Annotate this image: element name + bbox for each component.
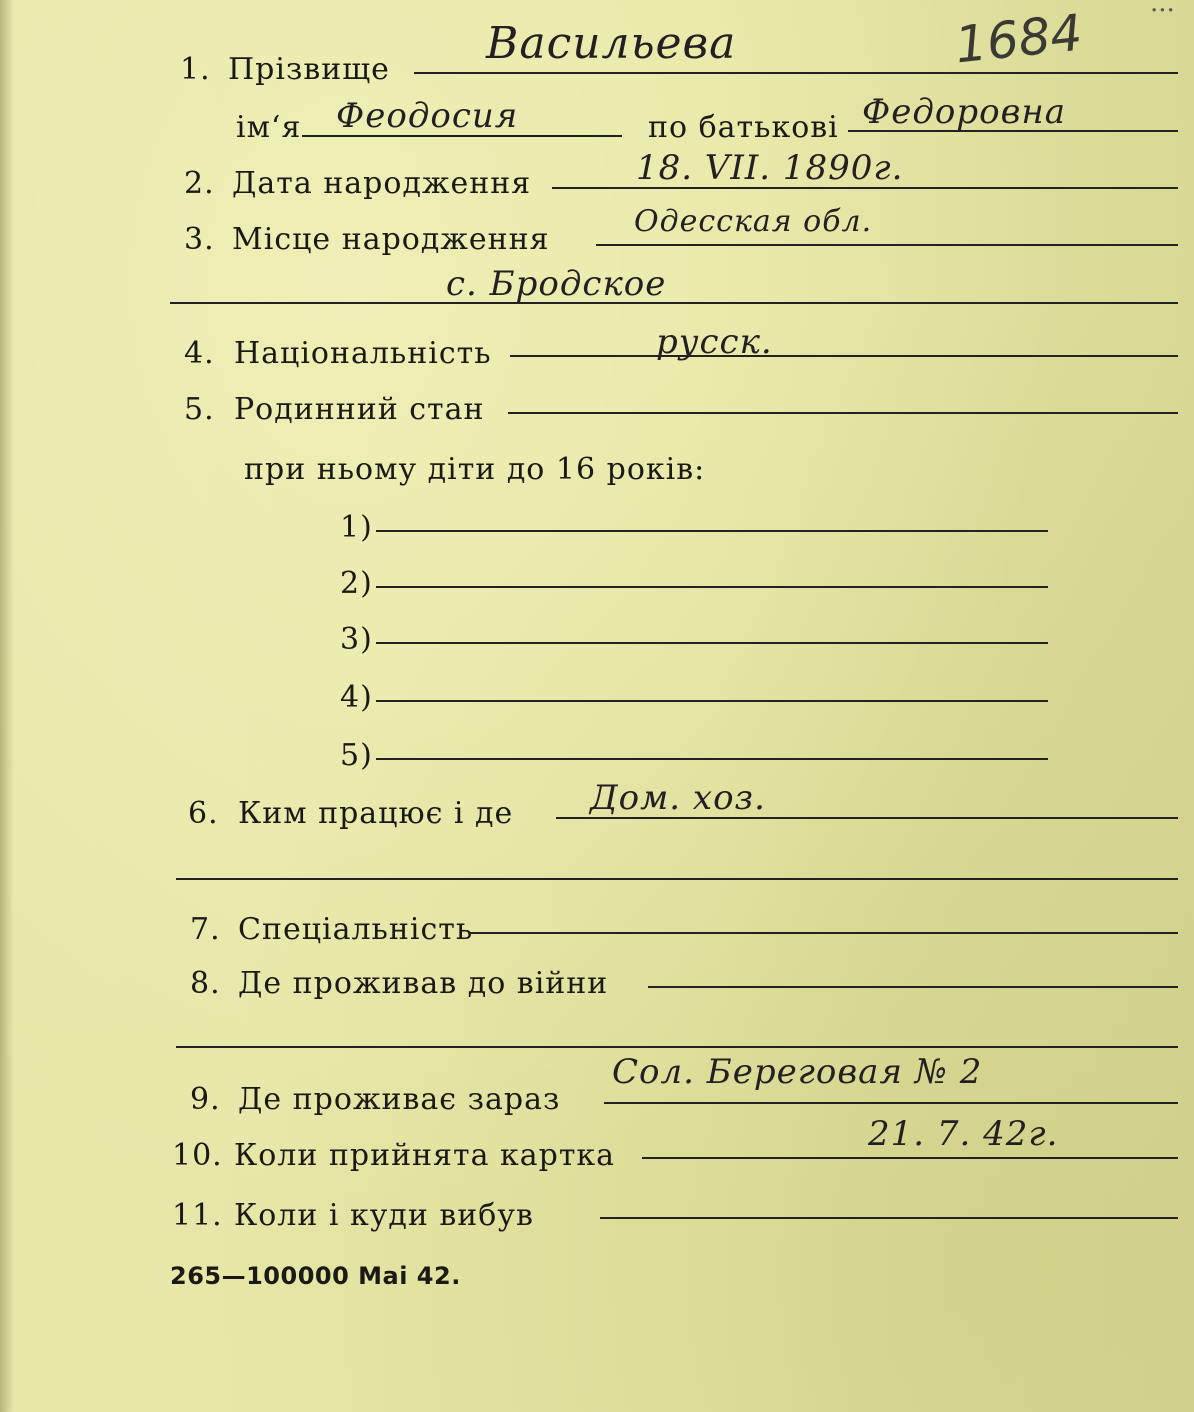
field-occupation-label: Ким працює і де	[238, 796, 514, 831]
field-birth-place-value-1: Одесская обл.	[634, 204, 873, 239]
field-departed-number: 11.	[172, 1198, 223, 1233]
field-current-label: Де проживає зараз	[238, 1082, 561, 1117]
field-surname-line	[414, 72, 1178, 74]
field-birth-date-value: 18. VII. 1890г.	[636, 148, 904, 188]
field-speciality-label: Спеціальність	[238, 912, 474, 947]
field-occupation-line-2	[176, 878, 1178, 880]
field-first-name-label: ім‘я	[236, 110, 302, 145]
child-row-label: 2)	[340, 566, 373, 601]
field-card-accepted-label: Коли прийнята картка	[234, 1138, 616, 1173]
field-marital-label: Родинний стан	[234, 392, 485, 427]
children-heading: при ньому діти до 16 років:	[244, 452, 706, 487]
field-prewar-label: Де проживав до війни	[238, 966, 609, 1001]
field-nationality-number: 4.	[184, 336, 215, 371]
field-birth-place-line-2	[170, 302, 1178, 304]
field-card-accepted-value: 21. 7. 42г.	[868, 1114, 1059, 1154]
print-run-footer: 265—100000 Mai 42.	[170, 1262, 461, 1290]
field-birth-place-label: Місце народження	[232, 222, 550, 257]
field-departed-line	[600, 1217, 1178, 1219]
child-row-label: 4)	[340, 680, 373, 715]
field-speciality-line	[468, 932, 1178, 934]
field-card-accepted-number: 10.	[172, 1138, 223, 1173]
field-card-accepted-line	[642, 1157, 1178, 1159]
field-occupation-value: Дом. хоз.	[590, 778, 766, 818]
field-surname-label: Прізвище	[228, 52, 390, 87]
field-speciality-number: 7.	[190, 912, 221, 947]
corner-mark: ...	[1150, 0, 1175, 18]
field-birth-date-label: Дата народження	[232, 166, 532, 201]
field-occupation-number: 6.	[188, 796, 219, 831]
child-row-line	[376, 586, 1048, 588]
child-row-line	[376, 758, 1048, 760]
field-birth-place-line-1	[596, 244, 1178, 246]
child-row-line	[376, 642, 1048, 644]
field-marital-number: 5.	[184, 392, 215, 427]
child-row-label: 5)	[340, 738, 373, 773]
field-patronymic-value: Федоровна	[862, 92, 1067, 132]
field-prewar-line-1	[648, 986, 1178, 988]
field-prewar-number: 8.	[190, 966, 221, 1001]
card-number-handwritten: 1684	[952, 3, 1085, 75]
field-current-number: 9.	[190, 1082, 221, 1117]
field-current-line	[604, 1102, 1178, 1104]
child-row-label: 1)	[340, 510, 373, 545]
field-surname-number: 1.	[180, 52, 211, 87]
field-nationality-line	[510, 355, 1178, 357]
field-birth-place-number: 3.	[184, 222, 215, 257]
field-surname-value: Васильева	[486, 18, 737, 69]
field-patronymic-label: по батькові	[648, 110, 839, 145]
field-current-value: Сол. Береговая № 2	[612, 1052, 983, 1092]
field-birth-place-value-2: с. Бродское	[446, 264, 667, 304]
field-prewar-line-2	[176, 1046, 1178, 1048]
field-departed-label: Коли і куди вибув	[234, 1198, 534, 1233]
field-first-name-value: Феодосия	[336, 96, 519, 136]
child-row-line	[376, 700, 1048, 702]
child-row-label: 3)	[340, 622, 373, 657]
child-row-line	[376, 530, 1048, 532]
field-nationality-value: русск.	[656, 322, 773, 362]
field-nationality-label: Національність	[234, 336, 492, 371]
field-marital-line	[508, 412, 1178, 414]
card-edge-shadow	[0, 0, 14, 1412]
field-birth-date-number: 2.	[184, 166, 215, 201]
